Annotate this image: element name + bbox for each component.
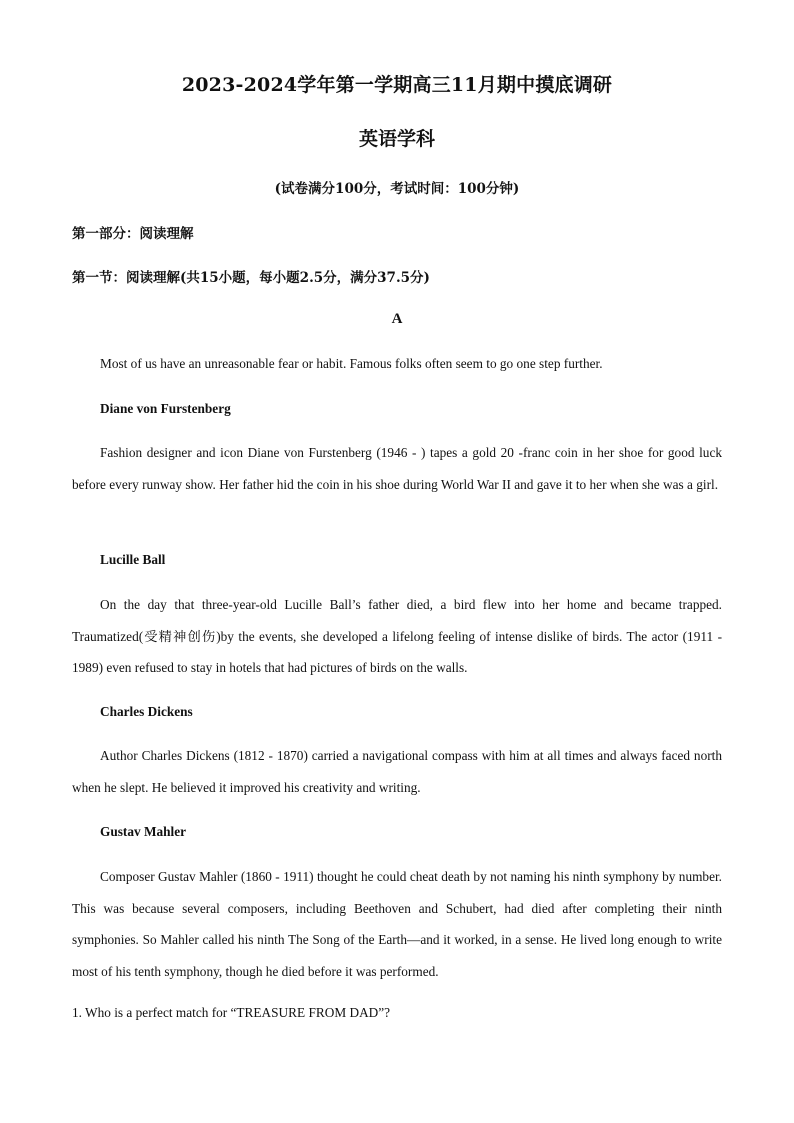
part-title: 第一部分：阅读理解 bbox=[72, 226, 194, 242]
passage-intro: Most of us have an unreasonable fear or habit. Famous folks often seem to go one step further. bbox=[100, 356, 603, 371]
person-paragraph: Author Charles Dickens (1812 - 1870) carried a navigational compass with him at all times and always faced north when he slept. He believed it improved his creativity and writing. bbox=[72, 748, 722, 795]
person-paragraph: On the day that three-year-old Lucille Ball’s father died, a bird flew into her home and became trapped. Traumatized(受精神创伤)by the events, she developed a lifelong feeling of intense dislike of birds. The actor (1911 - 1989) even refused to stay in hotels that had pictures of birds on the walls. bbox=[72, 597, 722, 675]
person-name: Gustav Mahler bbox=[100, 824, 187, 839]
question-item: 1. Who is a perfect match for “TREASURE FROM DAD”? bbox=[72, 1005, 391, 1020]
subject-title: 英语学科 bbox=[358, 128, 435, 150]
person-name: Lucille Ball bbox=[100, 552, 166, 567]
subsection-title: 第一节：阅读理解(共15小题，每小题2.5分，满分37.5分) bbox=[72, 270, 430, 286]
person-paragraph: Composer Gustav Mahler (1860 - 1911) thought he could cheat death by not naming his ninth symphony by number. This was because several composers, including Beethoven and Schubert, had died after completing their ninth symphonies. So Mahler called his ninth The Song of the Earth—and it worked, in a sense. He lived long enough to write most of his tenth symphony, though he died before it was performed. bbox=[72, 869, 722, 979]
person-name: Charles Dickens bbox=[100, 704, 193, 719]
person-name: Diane von Furstenberg bbox=[100, 401, 231, 416]
passage-letter: A bbox=[391, 311, 403, 327]
person-paragraph: Fashion designer and icon Diane von Furstenberg (1946 - ) tapes a gold 20 -franc coin in her shoe for good luck before every runway show. Her father hid the coin in his shoe during World War II and gave it to her when she was a girl. bbox=[72, 445, 722, 492]
exam-info: (试卷满分100分，考试时间：100分钟) bbox=[274, 181, 520, 197]
exam-title: 2023-2024学年第一学期高三11月期中摸底调研 bbox=[181, 74, 613, 96]
